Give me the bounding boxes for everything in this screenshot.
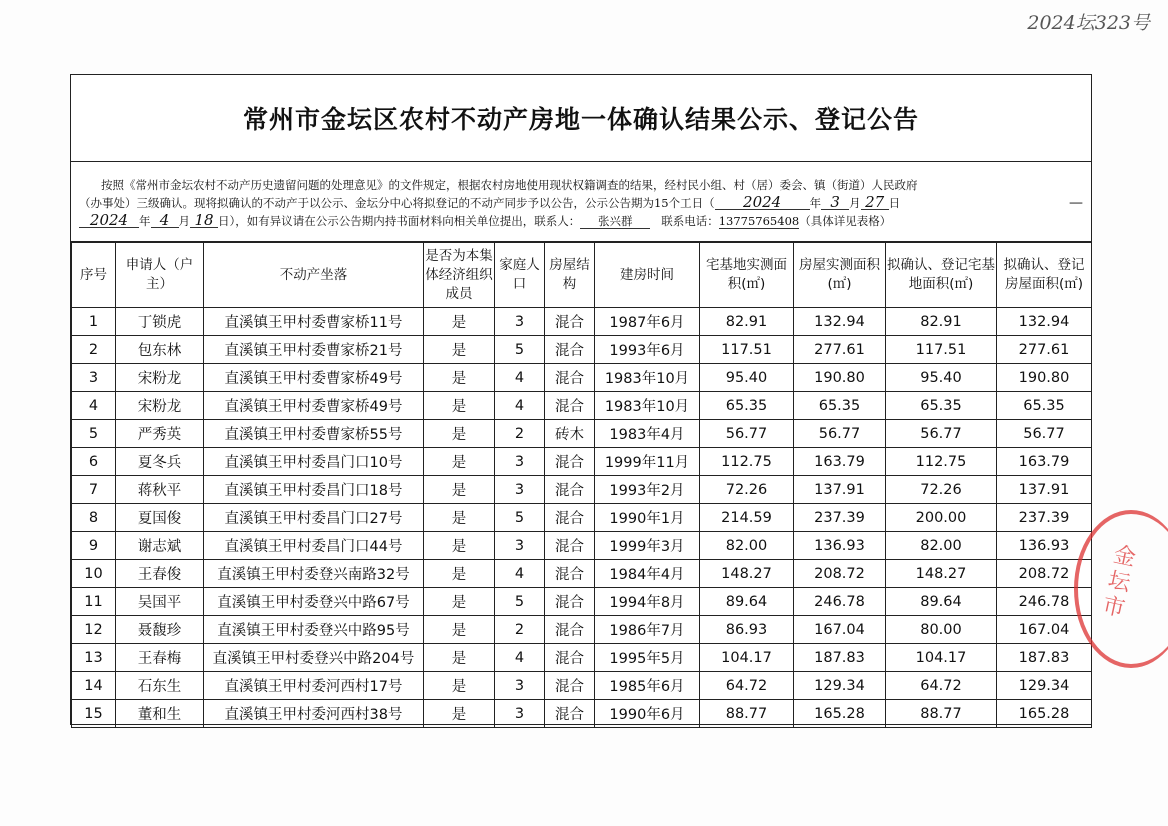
cell-house-measured-area: 137.91 <box>794 476 886 504</box>
cell-applicant: 夏国俊 <box>116 504 204 532</box>
cell-structure: 混合 <box>545 392 595 420</box>
cell-applicant: 谢志斌 <box>116 532 204 560</box>
contact-phone: 13775765408 <box>718 214 800 228</box>
cell-homestead-measured-area: 86.93 <box>700 616 794 644</box>
cell-homestead-confirmed-area: 82.00 <box>886 532 997 560</box>
cell-homestead-confirmed-area: 112.75 <box>886 448 997 476</box>
cell-homestead-confirmed-area: 200.00 <box>886 504 997 532</box>
end-day-field: 18 <box>190 213 218 228</box>
cell-structure: 混合 <box>545 504 595 532</box>
cell-property-location: 直溪镇王甲村委登兴中路95号 <box>204 616 424 644</box>
cell-property-location: 直溪镇王甲村委登兴南路32号 <box>204 560 424 588</box>
cell-structure: 砖木 <box>545 420 595 448</box>
cell-build-date: 1993年2月 <box>595 476 700 504</box>
column-header: 拟确认、登记房屋面积(㎡) <box>997 243 1092 308</box>
cell-homestead-measured-area: 95.40 <box>700 364 794 392</box>
cell-property-location: 直溪镇王甲村委昌门口10号 <box>204 448 424 476</box>
cell-build-date: 1983年10月 <box>595 392 700 420</box>
table-row <box>72 588 1092 616</box>
cell-homestead-confirmed-area: 65.35 <box>886 392 997 420</box>
cell-house-measured-area: 132.94 <box>794 308 886 336</box>
cell-homestead-confirmed-area: 89.64 <box>886 588 997 616</box>
cell-row-number: 10 <box>72 560 116 588</box>
notice-paragraph <box>71 162 1091 242</box>
cell-build-date: 1990年6月 <box>595 700 700 728</box>
cell-house-measured-area: 246.78 <box>794 588 886 616</box>
cell-property-location: 直溪镇王甲村委登兴中路204号 <box>204 644 424 672</box>
cell-house-confirmed-area: 65.35 <box>997 392 1092 420</box>
cell-row-number: 6 <box>72 448 116 476</box>
cell-property-location: 直溪镇王甲村委昌门口44号 <box>204 532 424 560</box>
cell-homestead-measured-area: 214.59 <box>700 504 794 532</box>
table-row <box>72 336 1092 364</box>
table-row <box>72 364 1092 392</box>
cell-household-size: 2 <box>495 420 545 448</box>
cell-house-measured-area: 56.77 <box>794 420 886 448</box>
table-row <box>72 672 1092 700</box>
cell-row-number: 14 <box>72 672 116 700</box>
cell-household-size: 4 <box>495 560 545 588</box>
cell-homestead-confirmed-area: 95.40 <box>886 364 997 392</box>
cell-property-location: 直溪镇王甲村委曹家桥11号 <box>204 308 424 336</box>
cell-applicant: 丁锁虎 <box>116 308 204 336</box>
cell-collective-member: 是 <box>424 308 495 336</box>
cell-collective-member: 是 <box>424 336 495 364</box>
cell-household-size: 4 <box>495 364 545 392</box>
cell-homestead-measured-area: 56.77 <box>700 420 794 448</box>
cell-collective-member: 是 <box>424 476 495 504</box>
end-year-suffix: 年 <box>139 214 151 228</box>
cell-build-date: 1990年1月 <box>595 504 700 532</box>
cell-household-size: 3 <box>495 532 545 560</box>
cell-structure: 混合 <box>545 644 595 672</box>
cell-structure: 混合 <box>545 700 595 728</box>
cell-structure: 混合 <box>545 476 595 504</box>
cell-collective-member: 是 <box>424 532 495 560</box>
cell-collective-member: 是 <box>424 504 495 532</box>
column-header: 家庭人口 <box>495 243 545 308</box>
cell-homestead-measured-area: 89.64 <box>700 588 794 616</box>
cell-house-confirmed-area: 246.78 <box>997 588 1092 616</box>
cell-homestead-measured-area: 117.51 <box>700 336 794 364</box>
cell-applicant: 石东生 <box>116 672 204 700</box>
cell-property-location: 直溪镇王甲村委河西村38号 <box>204 700 424 728</box>
cell-structure: 混合 <box>545 560 595 588</box>
table-row <box>72 644 1092 672</box>
cell-row-number: 12 <box>72 616 116 644</box>
cell-house-confirmed-area: 208.72 <box>997 560 1092 588</box>
cell-collective-member: 是 <box>424 616 495 644</box>
cell-house-confirmed-area: 136.93 <box>997 532 1092 560</box>
cell-row-number: 15 <box>72 700 116 728</box>
cell-homestead-confirmed-area: 88.77 <box>886 700 997 728</box>
cell-household-size: 3 <box>495 672 545 700</box>
column-header: 序号 <box>72 243 116 308</box>
seal-text: 金坛市 <box>1100 542 1138 623</box>
cell-row-number: 1 <box>72 308 116 336</box>
cell-house-measured-area: 165.28 <box>794 700 886 728</box>
notice-line-3-text: 日），如有异议请在公示公告期内持书面材料向相关单位提出，联系人： <box>218 214 581 228</box>
detail-note: （具体详见表格） <box>799 214 892 228</box>
cell-homestead-confirmed-area: 82.91 <box>886 308 997 336</box>
cell-house-confirmed-area: 56.77 <box>997 420 1092 448</box>
property-table <box>71 242 1092 728</box>
cell-build-date: 1999年3月 <box>595 532 700 560</box>
table-row <box>72 476 1092 504</box>
cell-property-location: 直溪镇王甲村委昌门口27号 <box>204 504 424 532</box>
table-row <box>72 700 1092 728</box>
cell-collective-member: 是 <box>424 420 495 448</box>
table-row <box>72 504 1092 532</box>
cell-homestead-measured-area: 82.91 <box>700 308 794 336</box>
cell-household-size: 3 <box>495 700 545 728</box>
cell-row-number: 7 <box>72 476 116 504</box>
notice-line-3 <box>79 212 1083 230</box>
cell-collective-member: 是 <box>424 560 495 588</box>
start-month-field: 3 <box>821 195 849 210</box>
cell-build-date: 1999年11月 <box>595 448 700 476</box>
cell-row-number: 9 <box>72 532 116 560</box>
cell-homestead-measured-area: 64.72 <box>700 672 794 700</box>
end-year-field: 2024 <box>79 213 139 228</box>
cell-applicant: 宋粉龙 <box>116 392 204 420</box>
cell-row-number: 5 <box>72 420 116 448</box>
cell-homestead-confirmed-area: 56.77 <box>886 420 997 448</box>
cell-homestead-confirmed-area: 148.27 <box>886 560 997 588</box>
cell-homestead-confirmed-area: 117.51 <box>886 336 997 364</box>
day-suffix: 日 <box>888 196 901 210</box>
cell-collective-member: 是 <box>424 644 495 672</box>
cell-structure: 混合 <box>545 336 595 364</box>
cell-household-size: 5 <box>495 336 545 364</box>
cell-household-size: 2 <box>495 616 545 644</box>
cell-homestead-confirmed-area: 64.72 <box>886 672 997 700</box>
cell-applicant: 夏冬兵 <box>116 448 204 476</box>
table-row <box>72 560 1092 588</box>
cell-build-date: 1987年6月 <box>595 308 700 336</box>
cell-property-location: 直溪镇王甲村委曹家桥49号 <box>204 392 424 420</box>
cell-property-location: 直溪镇王甲村委曹家桥55号 <box>204 420 424 448</box>
cell-house-measured-area: 208.72 <box>794 560 886 588</box>
cell-house-measured-area: 65.35 <box>794 392 886 420</box>
start-day-field: 27 <box>861 195 889 210</box>
notice-line-2 <box>79 194 1083 212</box>
cell-applicant: 王春俊 <box>116 560 204 588</box>
column-header: 房屋实测面积(㎡) <box>794 243 886 308</box>
cell-house-confirmed-area: 129.34 <box>997 672 1092 700</box>
cell-applicant: 聂馥珍 <box>116 616 204 644</box>
cell-house-confirmed-area: 167.04 <box>997 616 1092 644</box>
cell-structure: 混合 <box>545 448 595 476</box>
cell-build-date: 1984年4月 <box>595 560 700 588</box>
cell-house-confirmed-area: 187.83 <box>997 644 1092 672</box>
cell-applicant: 王春梅 <box>116 644 204 672</box>
cell-build-date: 1994年8月 <box>595 588 700 616</box>
cell-household-size: 5 <box>495 504 545 532</box>
cell-applicant: 蒋秋平 <box>116 476 204 504</box>
start-year-field: 2024 <box>715 195 810 210</box>
notice-line-2-text: （办事处）三级确认。现将拟确认的不动产于以公示、金坛分中心将拟登记的不动产同步予以公告，公示公告期为15个工日（ <box>79 196 715 210</box>
cell-row-number: 11 <box>72 588 116 616</box>
cell-row-number: 13 <box>72 644 116 672</box>
cell-collective-member: 是 <box>424 392 495 420</box>
cell-house-measured-area: 167.04 <box>794 616 886 644</box>
cell-household-size: 4 <box>495 392 545 420</box>
cell-homestead-measured-area: 72.26 <box>700 476 794 504</box>
cell-homestead-measured-area: 148.27 <box>700 560 794 588</box>
cell-homestead-confirmed-area: 72.26 <box>886 476 997 504</box>
cell-house-confirmed-area: 137.91 <box>997 476 1092 504</box>
cell-structure: 混合 <box>545 588 595 616</box>
cell-household-size: 5 <box>495 588 545 616</box>
column-header: 宅基地实测面积(㎡) <box>700 243 794 308</box>
cell-house-measured-area: 190.80 <box>794 364 886 392</box>
cell-row-number: 8 <box>72 504 116 532</box>
page-title: 常州市金坛区农村不动产房地一体确认结果公示、登记公告 <box>242 105 919 134</box>
table-header-row <box>72 243 1092 308</box>
column-header: 不动产坐落 <box>204 243 424 308</box>
cell-collective-member: 是 <box>424 364 495 392</box>
table-body <box>72 308 1092 728</box>
cell-property-location: 直溪镇王甲村委昌门口18号 <box>204 476 424 504</box>
phone-label: 联系电话： <box>661 214 719 228</box>
cell-applicant: 吴国平 <box>116 588 204 616</box>
title-row <box>71 75 1091 162</box>
cell-household-size: 3 <box>495 308 545 336</box>
cell-applicant: 包东林 <box>116 336 204 364</box>
cell-property-location: 直溪镇王甲村委曹家桥21号 <box>204 336 424 364</box>
month-suffix: 月 <box>849 196 861 210</box>
cell-homestead-measured-area: 88.77 <box>700 700 794 728</box>
cell-homestead-confirmed-area: 104.17 <box>886 644 997 672</box>
cell-house-confirmed-area: 237.39 <box>997 504 1092 532</box>
table-row <box>72 616 1092 644</box>
end-month-suffix: 月 <box>178 214 190 228</box>
notice-line-1: 按照《常州市金坛农村不动产历史遗留问题的处理意见》的文件规定，根据农村房地使用现状权籍调查的结果，经村民小组、村（居）委会、镇（街道）人民政府 <box>101 178 918 192</box>
cell-house-confirmed-area: 163.79 <box>997 448 1092 476</box>
cell-structure: 混合 <box>545 308 595 336</box>
column-header: 申请人（户主） <box>116 243 204 308</box>
cell-homestead-measured-area: 112.75 <box>700 448 794 476</box>
cell-property-location: 直溪镇王甲村委河西村17号 <box>204 672 424 700</box>
cell-homestead-measured-area: 65.35 <box>700 392 794 420</box>
cell-applicant: 宋粉龙 <box>116 364 204 392</box>
cell-property-location: 直溪镇王甲村委登兴中路67号 <box>204 588 424 616</box>
cell-house-confirmed-area: 165.28 <box>997 700 1092 728</box>
cell-house-confirmed-area: 132.94 <box>997 308 1092 336</box>
cell-house-measured-area: 237.39 <box>794 504 886 532</box>
cell-applicant: 董和生 <box>116 700 204 728</box>
cell-household-size: 3 <box>495 448 545 476</box>
cell-build-date: 1983年4月 <box>595 420 700 448</box>
cell-row-number: 2 <box>72 336 116 364</box>
table-row <box>72 448 1092 476</box>
column-header: 建房时间 <box>595 243 700 308</box>
contact-name: 张兴群 <box>580 214 650 229</box>
cell-structure: 混合 <box>545 364 595 392</box>
table-row <box>72 308 1092 336</box>
cell-property-location: 直溪镇王甲村委曹家桥49号 <box>204 364 424 392</box>
cell-house-confirmed-area: 190.80 <box>997 364 1092 392</box>
column-header: 拟确认、登记宅基地面积(㎡) <box>886 243 997 308</box>
cell-homestead-measured-area: 104.17 <box>700 644 794 672</box>
cell-homestead-measured-area: 82.00 <box>700 532 794 560</box>
cell-build-date: 1995年5月 <box>595 644 700 672</box>
year-suffix: 年 <box>809 196 822 210</box>
cell-build-date: 1986年7月 <box>595 616 700 644</box>
cell-household-size: 3 <box>495 476 545 504</box>
column-header: 是否为本集体经济组织成员 <box>424 243 495 308</box>
cell-build-date: 1993年6月 <box>595 336 700 364</box>
cell-homestead-confirmed-area: 80.00 <box>886 616 997 644</box>
cell-house-measured-area: 187.83 <box>794 644 886 672</box>
cell-row-number: 4 <box>72 392 116 420</box>
cell-house-measured-area: 129.34 <box>794 672 886 700</box>
cell-collective-member: 是 <box>424 588 495 616</box>
cell-collective-member: 是 <box>424 672 495 700</box>
cell-build-date: 1983年10月 <box>595 364 700 392</box>
cell-structure: 混合 <box>545 532 595 560</box>
cell-house-confirmed-area: 277.61 <box>997 336 1092 364</box>
cell-structure: 混合 <box>545 616 595 644</box>
handwritten-reference-number: 2024坛323号 <box>1027 12 1150 34</box>
table-row <box>72 532 1092 560</box>
date-range-dash: — <box>1069 195 1083 211</box>
notice-sheet <box>70 74 1092 725</box>
cell-row-number: 3 <box>72 364 116 392</box>
column-header: 房屋结构 <box>545 243 595 308</box>
end-month-field: 4 <box>151 213 179 228</box>
cell-house-measured-area: 277.61 <box>794 336 886 364</box>
cell-structure: 混合 <box>545 672 595 700</box>
cell-house-measured-area: 136.93 <box>794 532 886 560</box>
cell-household-size: 4 <box>495 644 545 672</box>
cell-collective-member: 是 <box>424 700 495 728</box>
cell-applicant: 严秀英 <box>116 420 204 448</box>
table-row <box>72 392 1092 420</box>
table-row <box>72 420 1092 448</box>
cell-house-measured-area: 163.79 <box>794 448 886 476</box>
cell-collective-member: 是 <box>424 448 495 476</box>
cell-build-date: 1985年6月 <box>595 672 700 700</box>
